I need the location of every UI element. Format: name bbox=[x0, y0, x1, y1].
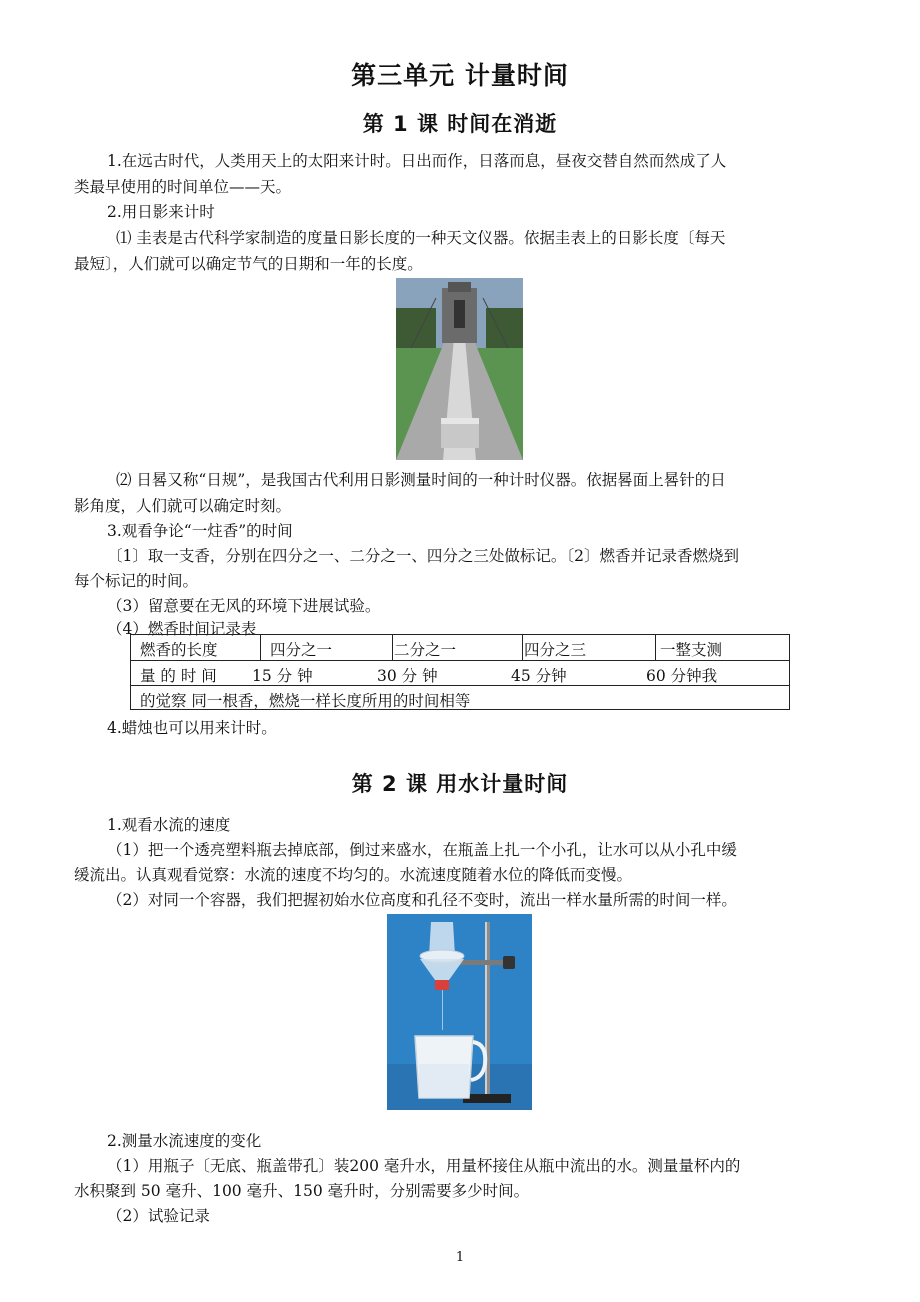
lesson2-para1-1-line1: （1）把一个透亮塑料瓶去掉底部，倒过来盛水，在瓶盖上扎一个小孔，让水可以从小孔中缓 bbox=[107, 841, 737, 859]
table-cell-r1c2: 四分之一 bbox=[270, 641, 333, 659]
lesson2-para2-1-line1: （1）用瓶子〔无底、瓶盖带孔〕装200 毫升水，用量杯接住从瓶中流出的水。测量量杯内的 bbox=[107, 1157, 741, 1175]
lesson1-para2-2-line2: 影角度，人们就可以确定时刻。 bbox=[74, 497, 292, 515]
incense-time-table bbox=[130, 634, 790, 710]
lesson1-para1-line1: 1.在远古时代，人类用天上的太阳来计时。日出而作，日落而息，昼夜交替自然而然成了人 bbox=[107, 152, 727, 170]
table-cell-r1c4: 四分之三 bbox=[524, 641, 587, 659]
lesson1-para3: 3.观看争论“一炷香”的时间 bbox=[107, 522, 293, 540]
table-cell-r1c1: 燃香的长度 bbox=[140, 641, 218, 659]
lesson1-para4: 4.蜡烛也可以用来计时。 bbox=[107, 719, 277, 737]
lesson2-para1: 1.观看水流的速度 bbox=[107, 816, 231, 834]
lesson1-para2-1-line1: ⑴ 圭表是古代科学家制造的度量日影长度的一种天文仪器。依据圭表上的日影长度〔每天 bbox=[116, 229, 726, 247]
table-cell-r3: 的觉察 同一根香，燃烧一样长度所用的时间相等 bbox=[140, 692, 471, 710]
lesson1-para3-1-line2: 每个标记的时间。 bbox=[74, 572, 199, 590]
table-cell-r2c4: 45 分钟 bbox=[511, 667, 567, 685]
page-number: 1 bbox=[455, 1250, 465, 1265]
lesson2-para1-1-line2: 缓流出。认真观看觉察：水流的速度不均匀的。水流速度随着水位的降低而变慢。 bbox=[74, 866, 633, 884]
lesson2-title: 第 2 课 用水计量时间 bbox=[351, 772, 569, 796]
table-cell-r1c5: 一整支测 bbox=[660, 641, 723, 659]
table-cell-r1c3: 二分之一 bbox=[394, 641, 457, 659]
lesson1-para3-1-line1: 〔1〕取一支香，分别在四分之一、二分之一、四分之三处做标记。〔2〕燃香并记录香燃烧到 bbox=[107, 547, 739, 565]
lesson1-para2-2-line1: ⑵ 日晷又称“日规”，是我国古代利用日影测量时间的一种计时仪器。依据晷面上晷针的日 bbox=[116, 471, 726, 489]
table-cell-r2c3: 30 分 钟 bbox=[377, 667, 438, 685]
lesson1-para3-4: （4）燃香时间记录表 bbox=[107, 620, 257, 638]
unit-title: 第三单元 计量时间 bbox=[351, 61, 569, 90]
lesson2-para1-2: （2）对同一个容器，我们把握初始水位高度和孔径不变时，流出一样水量所需的时间一样。 bbox=[107, 891, 737, 909]
water-clock-photo bbox=[387, 914, 532, 1110]
table-cell-r2c1: 量 的 时 间 bbox=[140, 667, 217, 685]
table-cell-r2c5: 60 分钟我 bbox=[646, 667, 718, 685]
table-cell-r2c2: 15 分 钟 bbox=[252, 667, 313, 685]
lesson2-para2-2: （2）试验记录 bbox=[107, 1207, 210, 1225]
lesson1-title: 第 1 课 时间在消逝 bbox=[362, 112, 558, 136]
lesson2-para2: 2.测量水流速度的变化 bbox=[107, 1132, 262, 1150]
lesson1-para1-line2: 类最早使用的时间单位——天。 bbox=[74, 178, 292, 196]
lesson2-para2-1-line2: 水积聚到 50 毫升、100 毫升、150 毫升时，分别需要多少时间。 bbox=[74, 1182, 530, 1200]
lesson1-para2: 2.用日影来计时 bbox=[107, 203, 215, 221]
gnomon-photo bbox=[396, 278, 523, 460]
lesson1-para3-3: （3）留意要在无风的环境下进展试验。 bbox=[107, 597, 381, 615]
lesson1-para2-1-line2: 最短〕，人们就可以确定节气的日期和一年的长度。 bbox=[74, 255, 423, 273]
